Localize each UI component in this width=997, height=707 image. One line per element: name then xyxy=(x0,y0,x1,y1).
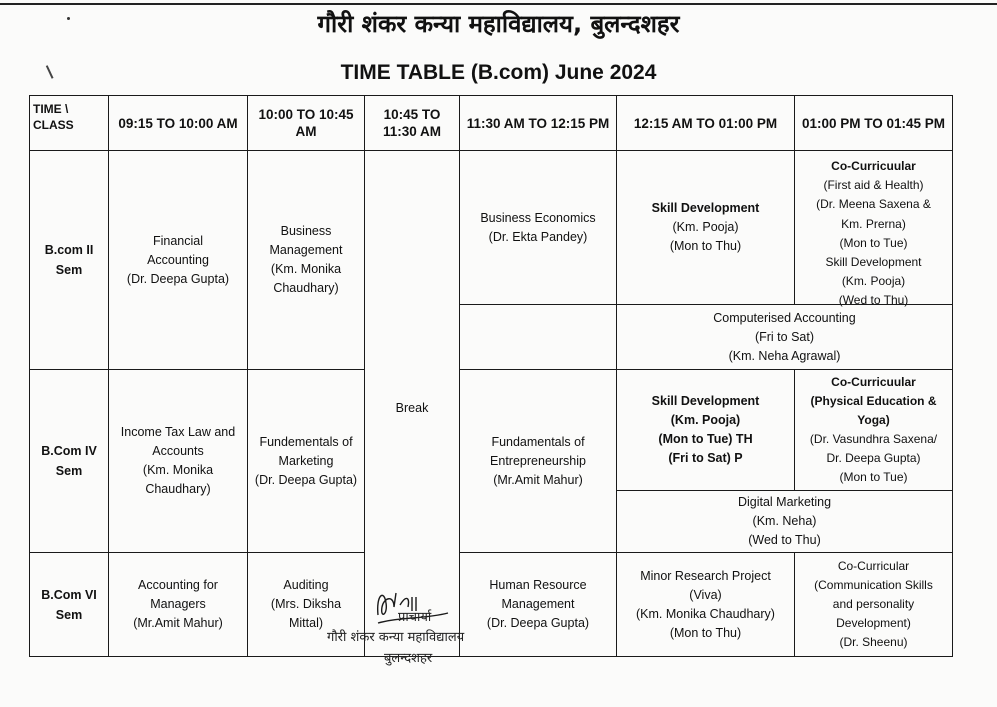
stamp-city: बुलन्दशहर xyxy=(384,651,433,666)
sem4-slot6-cell: Co-Curricuular (Physical Education & Yoga) (Dr. Vasundhra Saxena/ Dr. Deepa Gupta) (Mon to Tue) xyxy=(794,369,953,491)
row-label-sem4: B.Com IV Sem xyxy=(29,369,109,553)
sem4-slot2-cell: Fundementals of Marketing (Dr. Deepa Gupta) xyxy=(247,369,365,553)
header-slot-2: 10:00 TO 10:45 AM xyxy=(247,95,365,151)
header-time-class: TIME \ CLASS xyxy=(29,95,109,151)
sem6-slot6-cell: Co-Curricular (Communication Skills and personality Development) (Dr. Sheenu) xyxy=(794,552,953,657)
header-slot-4: 11:30 AM TO 12:15 PM xyxy=(459,95,617,151)
header-slot-1: 09:15 TO 10:00 AM xyxy=(108,95,248,151)
sem2-slot4-cell: Business Economics (Dr. Ekta Pandey) xyxy=(459,150,617,305)
header-slot-5: 12:15 AM TO 01:00 PM xyxy=(616,95,795,151)
sem2-slot6-cell: Co-Curricuular (First aid & Health) (Dr. Meena Saxena & Km. Prerna) (Mon to Tue) Skill Development (Km. Pooja) (Wed to Thu) xyxy=(794,150,953,305)
header-slot-3: 10:45 TO 11:30 AM xyxy=(364,95,460,151)
sem2-slot4-lower-cell xyxy=(459,304,617,370)
sem6-slot5-cell: Minor Research Project (Viva) (Km. Monika Chaudhary) (Mon to Thu) xyxy=(616,552,795,657)
sem4-slot1-cell: Income Tax Law and Accounts (Km. Monika Chaudhary) xyxy=(108,369,248,553)
sem6-slot4-cell: Human Resource Management (Dr. Deepa Gupta) xyxy=(459,552,617,657)
row-label-sem6: B.Com VI Sem xyxy=(29,552,109,657)
sem4-slot5-cell: Skill Development (Km. Pooja) (Mon to Tue) TH (Fri to Sat) P xyxy=(616,369,795,491)
sem2-computerised-accounting-cell: Computerised Accounting (Fri to Sat) (Km. Neha Agrawal) xyxy=(616,304,953,370)
stamp-institution: गौरी शंकर कन्या महाविद्यालय xyxy=(327,630,465,645)
break-cell: Break xyxy=(364,150,460,657)
page-title: TIME TABLE (B.com) June 2024 xyxy=(340,61,657,84)
sem6-slot2-cell: Auditing (Mrs. Diksha Mittal) xyxy=(247,552,365,657)
row-label-sem2: B.com II Sem xyxy=(29,150,109,370)
header-slot-6: 01:00 PM TO 01:45 PM xyxy=(794,95,953,151)
timetable xyxy=(29,95,953,657)
sem2-slot1-cell: Financial Accounting (Dr. Deepa Gupta) xyxy=(108,150,248,370)
principal-designation: प्राचार्या xyxy=(398,610,432,625)
top-border-line xyxy=(0,3,997,5)
sem4-digital-marketing-cell: Digital Marketing (Km. Neha) (Wed to Thu) xyxy=(616,490,953,553)
sem4-slot4-cell: Fundamentals of Entrepreneurship (Mr.Amit Mahur) xyxy=(459,369,617,553)
sem2-slot5-cell: Skill Development (Km. Pooja) (Mon to Thu) xyxy=(616,150,795,305)
sem2-slot2-cell: Business Management (Km. Monika Chaudhary) xyxy=(247,150,365,370)
sem6-slot1-cell: Accounting for Managers (Mr.Amit Mahur) xyxy=(108,552,248,657)
college-name: गौरी शंकर कन्या महाविद्यालय, बुलन्दशहर xyxy=(317,10,680,38)
